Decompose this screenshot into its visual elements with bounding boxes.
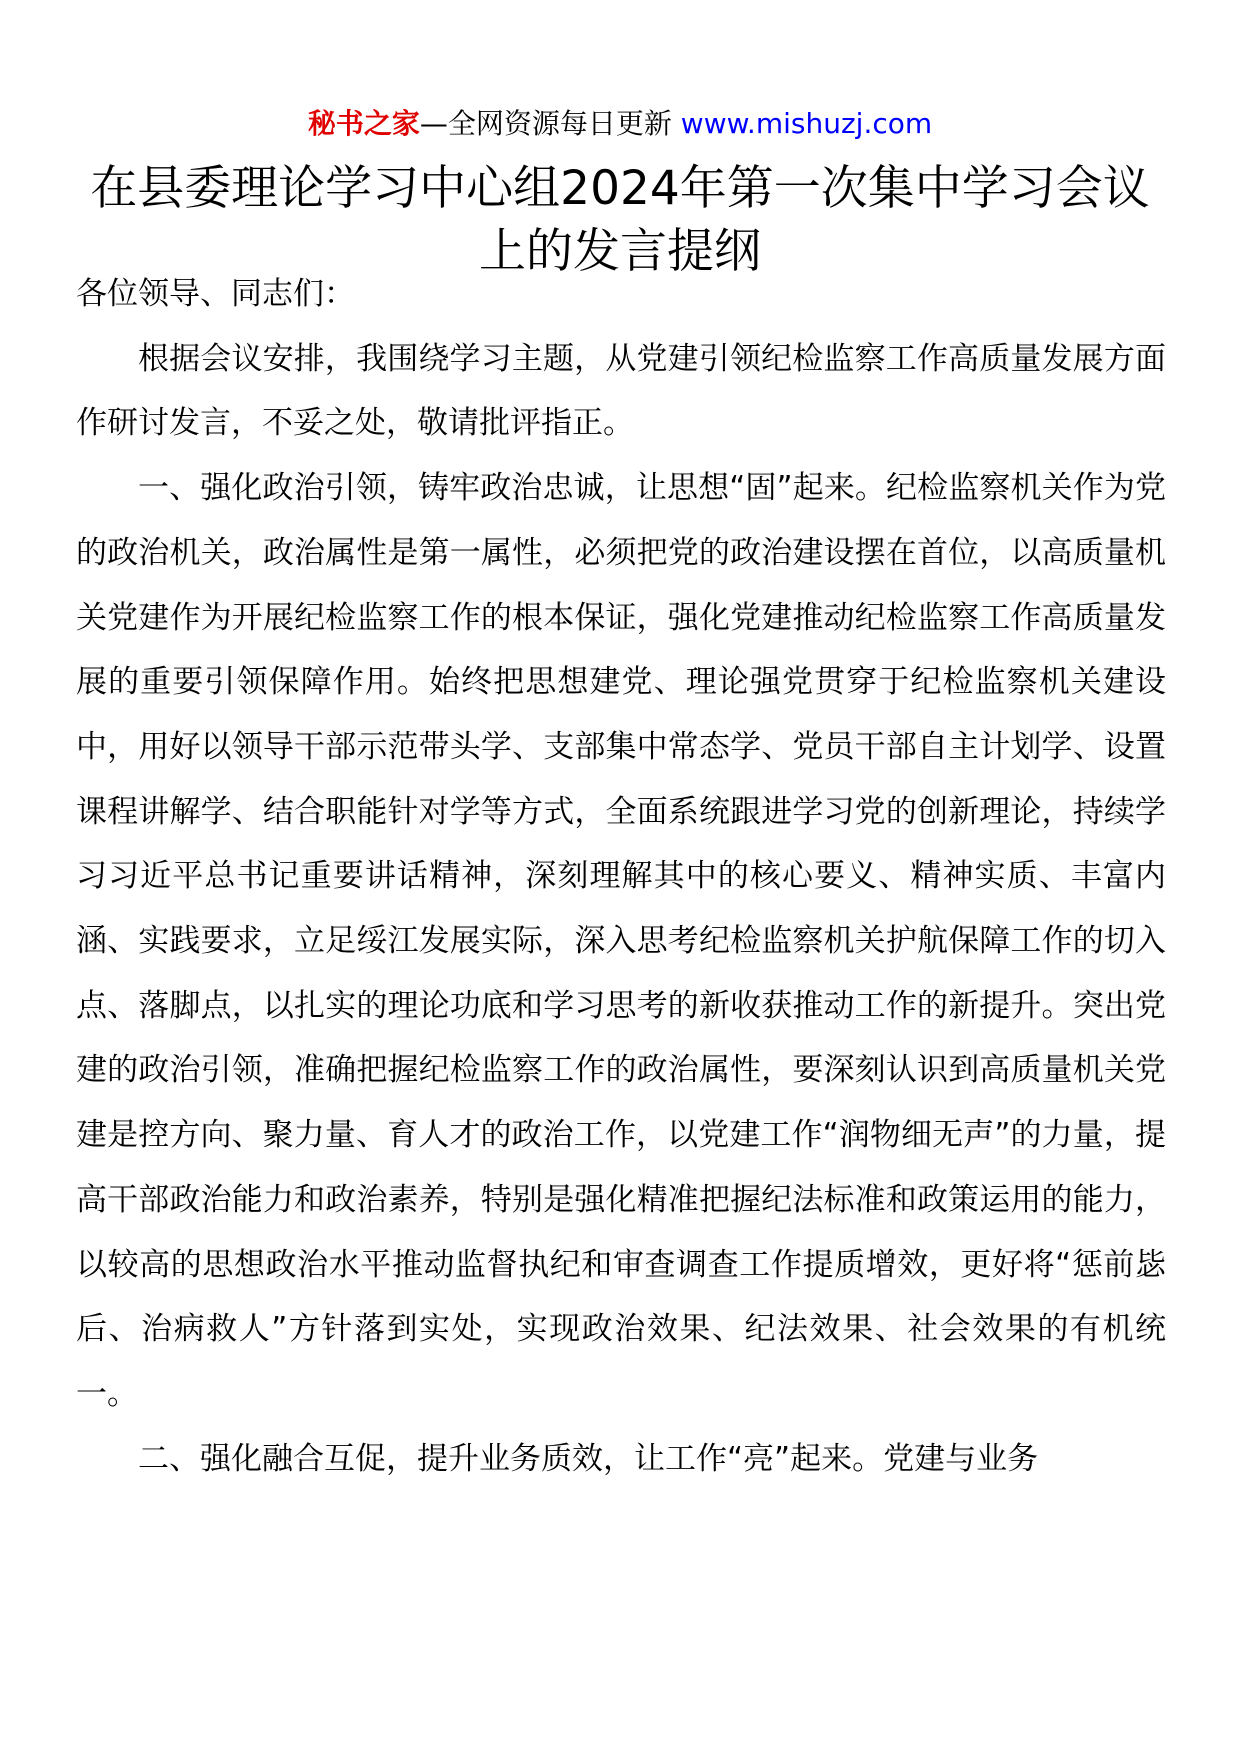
document-body <box>76 262 1166 1491</box>
site-url-link[interactable]: www.mishuzj.com <box>680 107 933 140</box>
salutation: 各位领导、同志们： <box>76 276 355 312</box>
section-one-paragraph: 一、强化政治引领，铸牢政治忠诚，让思想“固”起来。纪检监察机关作为党的政治机关，政治属性是第一属性，必须把党的政治建设摆在首位，以高质量机关党建作为开展纪检监察工作的根本保证，强化党建推动纪检监察工作高质量发展的重要引领保障作用。始终把思想建党、理论强党贯穿于纪检监察机关建设中，用好以领导干部示范带头学、支部集中常态学、党员干部自主计划学、设置课程讲解学、结合职能针对学等方式，全面系统跟进学习党的创新理论，持续学习习近平总书记重要讲话精神，深刻理解其中的核心要义、精神实质、丰富内涵、实践要求，立足绥江发展实际，深入思考纪检监察机关护航保障工作的切入点、落脚点，以扎实的理论功底和学习思考的新收获推动工作的新提升。突出党建的政治引领，准确把握纪检监察工作的政治属性，要深刻认识到高质量机关党建是控方向、聚力量、育人才的政治工作，以党建工作“润物细无声”的力量，提高干部政治能力和政治素养，特别是强化精准把握纪法标准和政策运用的能力，以较高的思想政治水平推动监督执纪和审查调查工作提质增效，更好将“惩前毖后、治病救人”方针落到实处，实现政治效果、纪法效果、社会效果的有机统一。 <box>76 470 1166 1412</box>
brand-name: 秘书之家 <box>307 107 420 140</box>
header-tagline: —全网资源每日更新 <box>419 107 672 140</box>
document-title: 在县委理论学习中心组2024年第一次集中学习会议上的发言提纲 <box>90 161 1150 279</box>
site-header <box>0 100 1240 148</box>
intro-paragraph: 根据会议安排，我围绕学习主题，从党建引领纪检监察工作高质量发展方面作研讨发言，不妥之处，敬请批评指正。 <box>76 340 1166 442</box>
section-two-paragraph: 二、强化融合互促，提升业务质效，让工作“亮”起来。党建与业务 <box>138 1440 1039 1477</box>
